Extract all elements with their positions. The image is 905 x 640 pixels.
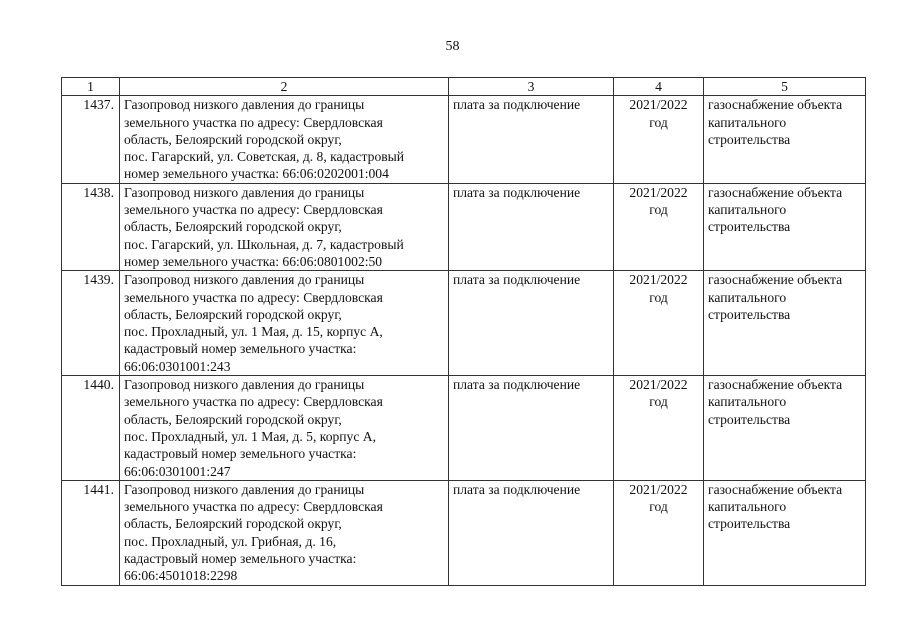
header-cell: 3 [449,78,614,96]
description-line: область, Белоярский городской округ, [124,411,342,427]
period-line: 2021/2022 [629,184,688,200]
description-line: область, Белоярский городской округ, [124,131,342,147]
description-cell [120,183,449,270]
purpose-line: капитального [708,289,787,305]
row-number: 1438. [62,183,120,270]
period-cell [614,376,704,481]
table-row [62,480,866,585]
table-row [62,271,866,376]
fee-cell: плата за подключение [449,183,614,270]
description-line: пос. Прохладный, ул. Грибная, д. 16, [124,533,337,549]
row-number: 1437. [62,96,120,183]
period-line: год [649,499,668,515]
purpose-cell [704,183,866,270]
purpose-line: строительства [708,131,791,147]
period-line: год [649,289,668,305]
purpose-cell [704,480,866,585]
purpose-cell [704,376,866,481]
description-line: 66:06:0301001:243 [124,358,231,374]
table-row [62,376,866,481]
description-cell [120,96,449,183]
description-cell [120,271,449,376]
purpose-line: газоснабжение объекта [708,184,843,200]
purpose-line: капитального [708,499,787,515]
objects-table [61,77,866,586]
purpose-line: строительства [708,306,791,322]
description-line: кадастровый номер земельного участка: [124,341,357,357]
description-line: область, Белоярский городской округ, [124,516,342,532]
description-line: земельного участка по адресу: Свердловская [124,499,383,515]
period-cell [614,96,704,183]
table-row [62,96,866,183]
period-line: год [649,394,668,410]
period-line: 2021/2022 [629,97,688,113]
period-line: 2021/2022 [629,377,688,393]
description-line: пос. Гагарский, ул. Советская, д. 8, кадастровый [124,149,405,165]
description-line: номер земельного участка: 66:06:0202001:004 [124,166,389,182]
description-line: 66:06:0301001:247 [124,463,231,479]
description-line: кадастровый номер земельного участка: [124,551,357,567]
period-line: 2021/2022 [629,272,688,288]
purpose-cell [704,271,866,376]
description-line: пос. Прохладный, ул. 1 Мая, д. 5, корпус А, [124,428,377,444]
description-line: Газопровод низкого давления до границы [124,377,365,393]
purpose-line: строительства [708,516,791,532]
period-line: 2021/2022 [629,481,688,497]
description-line: земельного участка по адресу: Свердловская [124,114,383,130]
table-row [62,183,866,270]
purpose-line: капитального [708,394,787,410]
purpose-line: газоснабжение объекта [708,97,843,113]
purpose-line: капитального [708,202,787,218]
fee-cell: плата за подключение [449,271,614,376]
purpose-line: газоснабжение объекта [708,377,843,393]
row-number: 1440. [62,376,120,481]
header-cell: 2 [120,78,449,96]
purpose-line: газоснабжение объекта [708,272,843,288]
description-line: земельного участка по адресу: Свердловская [124,202,383,218]
description-line: Газопровод низкого давления до границы [124,184,365,200]
description-line: номер земельного участка: 66:06:0801002:50 [124,253,383,269]
purpose-line: газоснабжение объекта [708,481,843,497]
header-cell: 4 [614,78,704,96]
description-cell [120,376,449,481]
description-line: кадастровый номер земельного участка: [124,446,357,462]
description-line: земельного участка по адресу: Свердловская [124,394,383,410]
header-cell: 1 [62,78,120,96]
purpose-line: строительства [708,219,791,235]
description-line: пос. Прохладный, ул. 1 Мая, д. 15, корпус А, [124,324,383,340]
purpose-line: капитального [708,114,787,130]
row-number: 1441. [62,480,120,585]
row-number: 1439. [62,271,120,376]
table-header-row [62,78,866,96]
purpose-line: строительства [708,411,791,427]
description-line: область, Белоярский городской округ, [124,219,342,235]
fee-cell: плата за подключение [449,480,614,585]
description-line: Газопровод низкого давления до границы [124,481,365,497]
description-line: Газопровод низкого давления до границы [124,272,365,288]
header-cell: 5 [704,78,866,96]
description-line: Газопровод низкого давления до границы [124,97,365,113]
fee-cell: плата за подключение [449,376,614,481]
description-cell [120,480,449,585]
description-line: земельного участка по адресу: Свердловская [124,289,383,305]
period-line: год [649,202,668,218]
description-line: пос. Гагарский, ул. Школьная, д. 7, кадастровый [124,236,404,252]
fee-cell: плата за подключение [449,96,614,183]
page-number: 58 [445,39,460,54]
period-cell [614,271,704,376]
description-line: область, Белоярский городской округ, [124,306,342,322]
period-cell [614,480,704,585]
period-line: год [649,114,668,130]
purpose-cell [704,96,866,183]
period-cell [614,183,704,270]
description-line: 66:06:4501018:2298 [124,568,238,584]
